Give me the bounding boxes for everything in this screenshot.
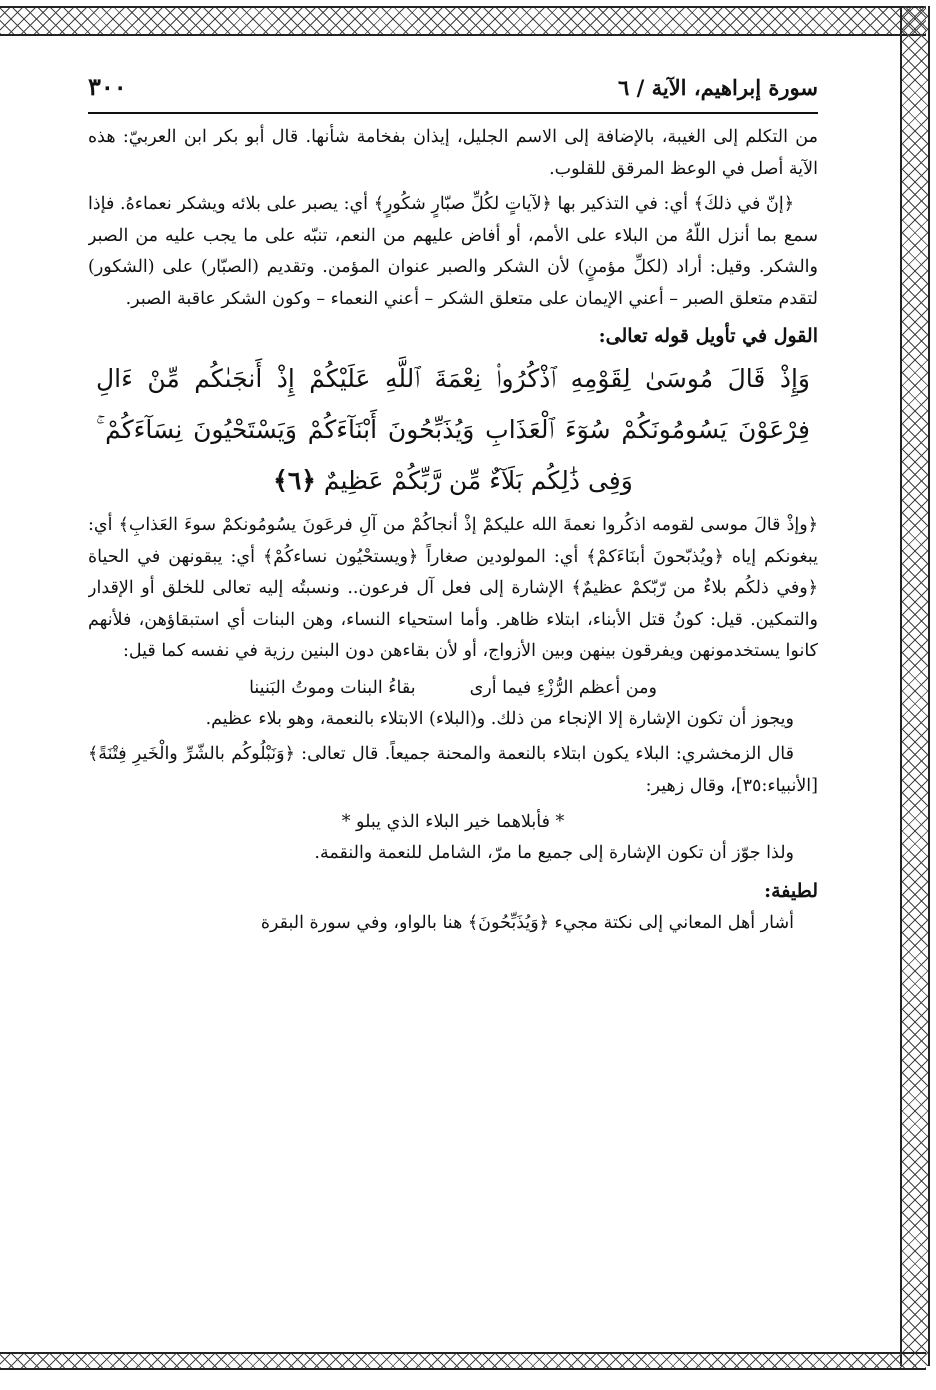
quran-verse-block [96,353,810,506]
paragraph-4: ويجوز أن تكون الإشارة إلا الإنجاء من ذلك. و(البلاء) الابتلاء بالنعمة، وهو بلاء عظيم. [205,708,794,729]
ornamental-border-bottom [0,1352,926,1370]
section-heading-2: لطيفة: [764,879,818,902]
ornamental-border-top [0,6,926,36]
paragraph-5: قال الزمخشري: البلاء يكون ابتلاء بالنعمة والمحنة جميعاً. قال تعالى: ﴿وَنَبْلُوكُم بالشّرِّ والْخَيرِ فِتْنَةً﴾ [الأنبياء:٣٥]، وقال زهير: [88,744,818,796]
paragraph-2: ﴿إنّ في ذلكَ﴾ أي: في التذكير بها ﴿لآياتٍ لكُلِّ صبّارٍ شكُورٍ﴾ أي: يصبر على بلائه ويشكر نعماءهُ. فإذا سمع بما أنزل اللّهُ من البلاء على الأمم، أو أفاض عليهم من النعم، تنبّه على ما يجب عليه من الصبر والشكر. وقيل: أراد (لكلِّ مؤمنٍ) لأن الشكر والصبر عنوان المؤمن. وتقديم (الصبّار) على (الشكور) لتقدم متعلق الصبر – أعني الإيمان على متعلق الشكر – أعني النعماء – وكون الشكر عاقبة الصبر. [88,194,818,309]
poem-hemistich-1: ومن أعظم الرُّزْءِ فيما أرى [469,677,657,698]
paragraph-7: أشار أهل المعاني إلى نكتة مجيء ﴿وَيُذَبِّحُونَ﴾ هنا بالواو، وفي سورة البقرة [260,912,794,933]
paragraph-1: من التكلم إلى الغيبة، بالإضافة إلى الاسم الجليل، إيذان بفخامة شأنها. قال أبو بكر ابن العربيّ: هذه الآية أصل في الوعظ المرقق للقلوب. [88,127,818,179]
verse-line: * فأبلاهما خير البلاء الذي يبلو * [341,812,565,832]
section-heading: القول في تأويل قوله تعالى: [598,325,818,347]
page-header [88,72,818,114]
quran-verse: وَإِذْ قَالَ مُوسَىٰ لِقَوْمِهِ ٱذْكُرُوا۟ نِعْمَةَ ٱللَّهِ عَلَيْكُمْ إِذْ أَنجَىٰكُم مِّنْ ءَالِ فِرْعَوْنَ يَسُومُونَكُمْ سُوٓءَ ٱلْعَذَابِ وَيُذَبِّحُونَ أَبْنَآءَكُمْ وَيَسْتَحْيُونَ نِسَآءَكُمْ ۚ وَفِى ذَٰلِكُم بَلَآءٌ مِّن رَّبِّكُمْ عَظِيمٌ [96,364,810,495]
page-number: ٣٠٠ [88,72,127,101]
page-body [88,122,818,939]
poem-couplet [88,672,818,704]
paragraph-6: ولذا جوّز أن تكون الإشارة إلى جميع ما مرّ، الشامل للنعمة والنقمة. [314,843,794,863]
ornamental-border-right [900,6,930,1366]
paragraph-3: ﴿وإذْ قالَ موسى لقومه اذكُروا نعمةَ الله عليكمْ إذْ أنجاكُمْ من آلِ فرعَونَ يسُومُونكمْ سوءَ العَذابِ﴾ أي: يبغونكم إياه ﴿ويُذبّحونَ أبنَاءَكمْ﴾ أي: المولودين صغاراً ﴿ويستحْيُون نساءكُمْ﴾ أي: يبقونهن في الحياة ﴿وفي ذلكُم بلاءٌ من رّبّكمْ عظيمٌ﴾ الإشارة إلى فعل آل فرعون.. ونسبتُه إليه تعالى للخلق أو الإقدار والتمكين. قيل: كونُ قتل الأبناء، ابتلاء ظاهر. وأما استحياء النساء، وهن البنات أي استبقاؤهن، فلأنهم كانوا يستخدمونهن ويفرقون بينهن وبين الأزواج، أو لأن بقاءهن دون البنين رزية في نفسه كما قيل: [88,515,818,661]
running-title: سورة إبراهيم، الآية / ٦ [618,75,818,100]
book-page [88,72,818,1342]
ayah-number-mark: ﴿٦﴾ [273,466,316,495]
poem-hemistich-2: بقاءُ البنات وموتُ البَنينا [249,677,416,698]
